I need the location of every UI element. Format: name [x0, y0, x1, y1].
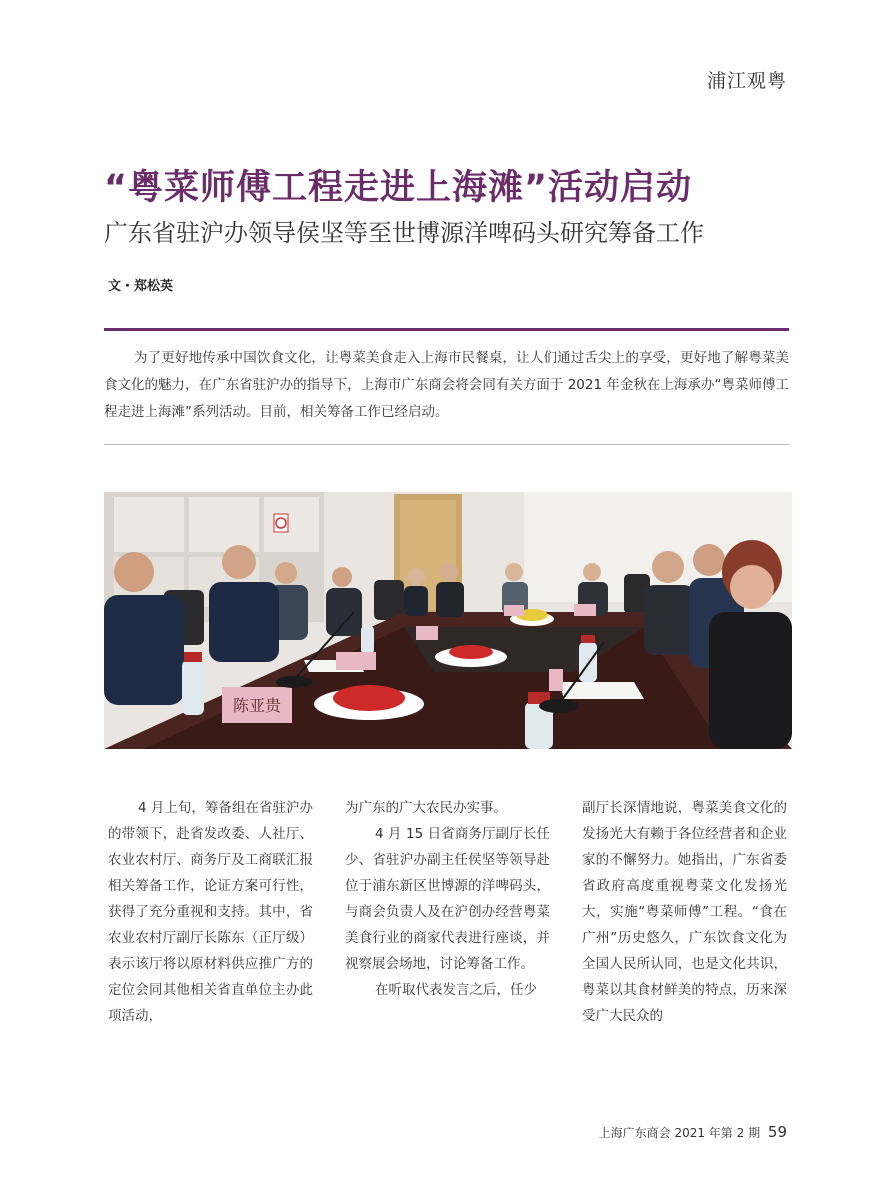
body-column-1: [108, 795, 313, 1029]
bottom-divider: [104, 444, 789, 445]
body-column-2: [345, 795, 550, 1003]
body-column-3: [582, 795, 787, 1029]
top-divider: [104, 328, 789, 331]
article-subtitle: 广东省驻沪办领导侯坚等至世博源洋啤码头研究筹备工作: [104, 219, 704, 247]
nameplate-text: 陈亚贵: [232, 696, 282, 715]
byline: 文・郑松英: [108, 279, 174, 294]
meeting-photo: [104, 492, 792, 749]
paragraph: 副厅长深情地说，粤菜美食文化的发扬光大有赖于各位经营者和企业家的不懈努力。她指出，广东省委省政府高度重视粤菜文化发扬光大，实施“粤菜师傅”工程。“食在广州”历史悠久，广东饮食文化为全国人民所认同，也是文化共识，粤菜以其食材鲜美的特点，历来深受广大民众的: [582, 800, 787, 1024]
page-number: 59: [767, 1123, 787, 1141]
section-tag: 浦江观粤: [706, 70, 787, 92]
publication-name: 上海广东商会 2021 年第 2 期: [598, 1126, 761, 1140]
paragraph: 4 月 15 日省商务厅副厅长任少、省驻沪办副主任侯坚等领导赴位于浦东新区世博源的洋啤码头，与商会负责人及在沪创办经营粤菜美食行业的商家代表进行座谈，并视察展会场地，讨论筹备工作。: [345, 826, 550, 972]
article-title: “粤菜师傅工程走进上海滩”活动启动: [104, 168, 693, 208]
page-footer: [599, 1123, 787, 1141]
paragraph: 4 月上旬，筹备组在省驻沪办的带领下，赴省发改委、人社厅、农业农村厅、商务厅及工商联汇报相关筹备工作，论证方案可行性，获得了充分重视和支持。其中，省农业农村厅副厅长陈东（正厅级）表示该厅将以原材料供应推广方的定位会同其他相关省直单位主办此项活动，: [108, 800, 313, 1024]
paragraph: 在听取代表发言之后，任少: [375, 982, 537, 998]
lead-paragraph: 为了更好地传承中国饮食文化，让粤菜美食走入上海市民餐桌，让人们通过舌尖上的享受，更好地了解粤菜美食文化的魅力，在广东省驻沪办的指导下，上海市广东商会将会同有关方面于 2021 年金秋在上海承办“粤菜师傅工程走进上海滩”系列活动。目前，相关筹备工作已经启动。: [104, 350, 789, 420]
paragraph: 为广东的广大农民办实事。: [345, 800, 507, 816]
